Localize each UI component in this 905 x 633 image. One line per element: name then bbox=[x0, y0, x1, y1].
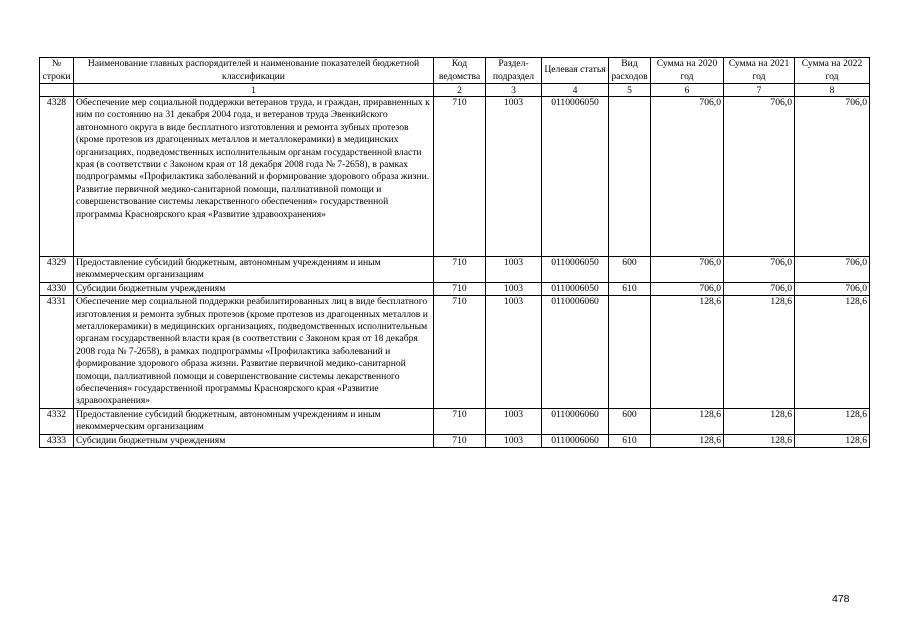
row-section: 1003 bbox=[486, 97, 542, 257]
budget-table bbox=[39, 57, 870, 448]
header-sum-2021: Сумма на 2021 год bbox=[724, 58, 795, 84]
row-expense-type bbox=[609, 296, 651, 409]
row-name: Субсидии бюджетным учреждениям bbox=[74, 282, 434, 295]
row-sum-2020: 706,0 bbox=[651, 257, 724, 283]
row-name: Обеспечение мер социальной поддержки реабилитированных лиц в виде бесплатного изготовления и ремонта зубных протезов (кроме протезов из драгоценных металлов и металлокерамики) в медицинских организациях, подведомственных исполнительным органам государственной власти края (в соответствии с Законом края от 18 декабря 2008 года № 7-2658), в рамках подпрограммы «Профилактика заболеваний и формирование здорового образа жизни. Развитие первичной медико-санитарной помощи, паллиативной помощи и совершенствование системы лекарственного обеспечения» государственной программы Красноярского края «Развитие здравоохранения» bbox=[74, 296, 434, 409]
row-sum-2020: 706,0 bbox=[651, 97, 724, 257]
column-number: 1 bbox=[74, 84, 434, 97]
row-number: 4332 bbox=[40, 408, 74, 434]
header-target: Целевая статья bbox=[542, 58, 609, 84]
row-sum-2022: 128,6 bbox=[795, 434, 870, 447]
header-sum-2020: Сумма на 2020 год bbox=[651, 58, 724, 84]
row-sum-2020: 128,6 bbox=[651, 296, 724, 409]
row-dept-code: 710 bbox=[434, 408, 486, 434]
row-sum-2022: 706,0 bbox=[795, 282, 870, 295]
table-row bbox=[40, 257, 870, 283]
column-number-row bbox=[40, 84, 870, 97]
row-sum-2021: 706,0 bbox=[724, 97, 795, 257]
row-sum-2022: 128,6 bbox=[795, 296, 870, 409]
table-row bbox=[40, 408, 870, 434]
column-number: 8 bbox=[795, 84, 870, 97]
row-dept-code: 710 bbox=[434, 97, 486, 257]
row-number: 4329 bbox=[40, 257, 74, 283]
header-expense-type: Вид расходов bbox=[609, 58, 651, 84]
row-target: 0110006060 bbox=[542, 434, 609, 447]
row-target: 0110006050 bbox=[542, 257, 609, 283]
row-sum-2020: 706,0 bbox=[651, 282, 724, 295]
table-row bbox=[40, 97, 870, 257]
row-expense-type: 600 bbox=[609, 408, 651, 434]
row-dept-code: 710 bbox=[434, 282, 486, 295]
row-dept-code: 710 bbox=[434, 434, 486, 447]
row-number: 4331 bbox=[40, 296, 74, 409]
row-dept-code: 710 bbox=[434, 296, 486, 409]
header-dept-code: Код ведомства bbox=[434, 58, 486, 84]
row-number: 4328 bbox=[40, 97, 74, 257]
row-number: 4333 bbox=[40, 434, 74, 447]
header-row-number: № строки bbox=[40, 58, 74, 84]
row-sum-2022: 706,0 bbox=[795, 257, 870, 283]
header-name: Наименование главных распорядителей и наименование показателей бюджетной классификации bbox=[74, 58, 434, 84]
row-section: 1003 bbox=[486, 282, 542, 295]
row-expense-type: 610 bbox=[609, 434, 651, 447]
column-number: 6 bbox=[651, 84, 724, 97]
column-number: 7 bbox=[724, 84, 795, 97]
header-sum-2022: Сумма на 2022 год bbox=[795, 58, 870, 84]
row-section: 1003 bbox=[486, 434, 542, 447]
row-expense-type: 600 bbox=[609, 257, 651, 283]
row-sum-2021: 706,0 bbox=[724, 257, 795, 283]
row-sum-2022: 128,6 bbox=[795, 408, 870, 434]
column-number: 3 bbox=[486, 84, 542, 97]
row-sum-2021: 128,6 bbox=[724, 408, 795, 434]
row-expense-type bbox=[609, 97, 651, 257]
page-number: 478 bbox=[832, 593, 850, 605]
row-section: 1003 bbox=[486, 296, 542, 409]
row-sum-2021: 128,6 bbox=[724, 434, 795, 447]
row-name: Предоставление субсидий бюджетным, автономным учреждениям и иным некоммерческим организациям bbox=[74, 408, 434, 434]
row-number: 4330 bbox=[40, 282, 74, 295]
table-row bbox=[40, 282, 870, 295]
row-name: Субсидии бюджетным учреждениям bbox=[74, 434, 434, 447]
column-number: 2 bbox=[434, 84, 486, 97]
row-name: Обеспечение мер социальной поддержки ветеранов труда, и граждан, приравненных к ним по состоянию на 31 декабря 2004 года, и ветеранов труда Эвенкийского автономного округа в виде бесплатного изготовления и ремонта зубных протезов (кроме протезов из драгоценных металлов и металлокерамики) в медицинских организациях, подведомственных исполнительным органам государственной власти края (в соответствии с Законом края от 18 декабря 2008 года № 7-2658), в рамках подпрограммы «Профилактика заболеваний и формирование здорового образа жизни. Развитие первичной медико-санитарной помощи, паллиативной помощи и совершенствование системы лекарственного обеспечения» государственной программы Красноярского края «Развитие здравоохранения» bbox=[74, 97, 434, 257]
row-target: 0110006050 bbox=[542, 97, 609, 257]
header-section: Раздел-подраздел bbox=[486, 58, 542, 84]
row-target: 0110006050 bbox=[542, 282, 609, 295]
column-number bbox=[40, 84, 74, 97]
row-sum-2020: 128,6 bbox=[651, 408, 724, 434]
row-name: Предоставление субсидий бюджетным, автономным учреждениям и иным некоммерческим организациям bbox=[74, 257, 434, 283]
row-expense-type: 610 bbox=[609, 282, 651, 295]
row-target: 0110006060 bbox=[542, 296, 609, 409]
table-row bbox=[40, 434, 870, 447]
column-number: 4 bbox=[542, 84, 609, 97]
row-target: 0110006060 bbox=[542, 408, 609, 434]
row-dept-code: 710 bbox=[434, 257, 486, 283]
row-sum-2021: 128,6 bbox=[724, 296, 795, 409]
table-row bbox=[40, 296, 870, 409]
column-number: 5 bbox=[609, 84, 651, 97]
row-section: 1003 bbox=[486, 257, 542, 283]
row-sum-2020: 128,6 bbox=[651, 434, 724, 447]
row-sum-2021: 706,0 bbox=[724, 282, 795, 295]
header-row bbox=[40, 58, 870, 84]
row-section: 1003 bbox=[486, 408, 542, 434]
row-sum-2022: 706,0 bbox=[795, 97, 870, 257]
